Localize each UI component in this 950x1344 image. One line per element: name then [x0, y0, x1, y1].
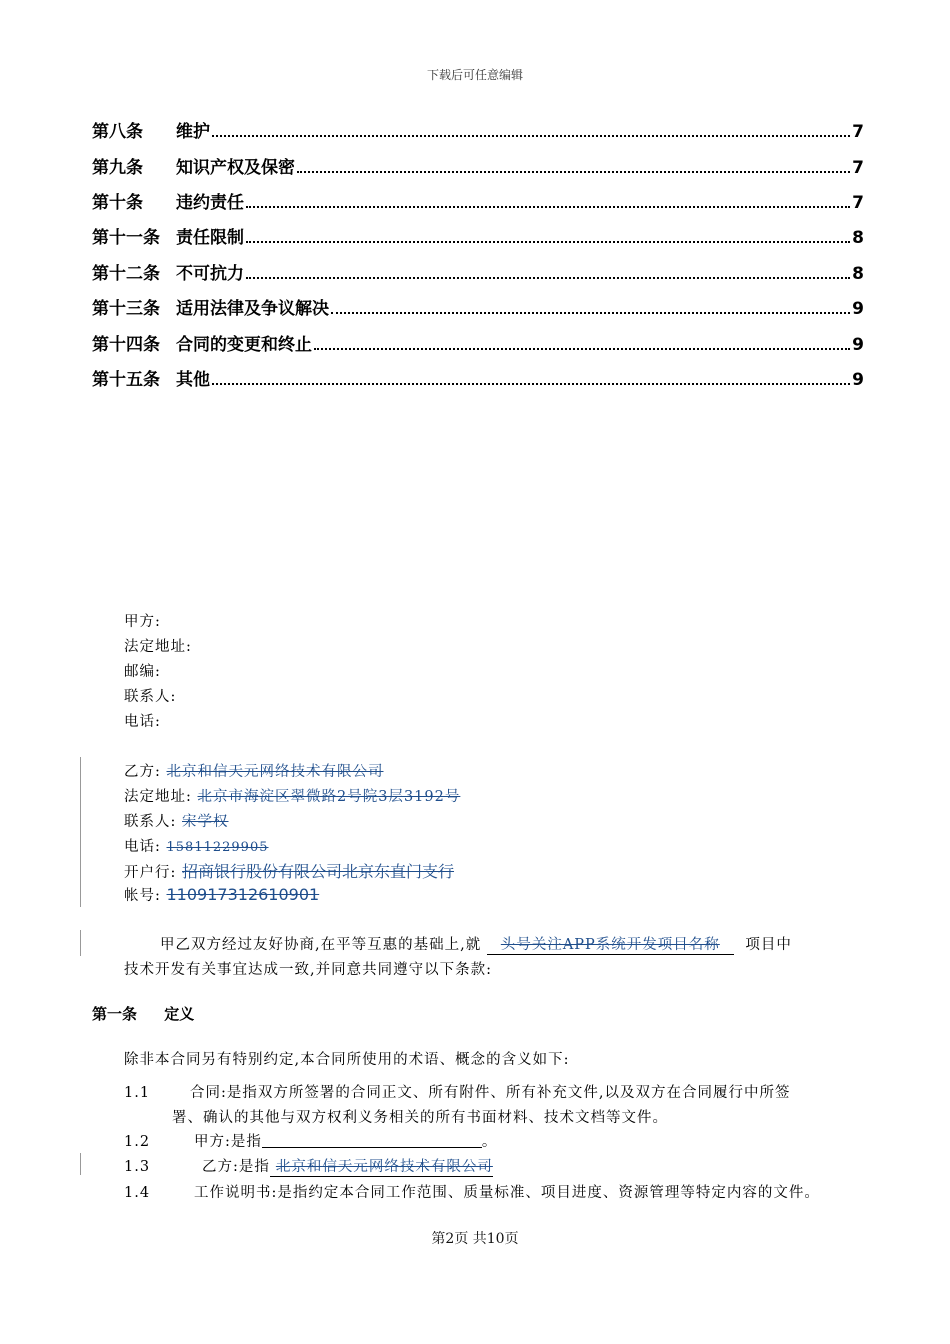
toc-entry-title: 不可抗力 [176, 264, 244, 284]
intro-prefix: 甲乙双方经过友好协商,在平等互惠的基础上,就 [160, 937, 482, 953]
definition-item [124, 1081, 791, 1102]
party-b-contact-row [124, 810, 229, 831]
intro-line-2: 技术开发有关事宜达成一致,并同意共同遵守以下条款: [124, 962, 492, 978]
toc-entry[interactable] [92, 294, 864, 320]
party-b-phone-label: 电话: [124, 839, 161, 855]
intro-line-1 [160, 933, 792, 955]
toc-entry[interactable] [92, 153, 864, 179]
party-b-account-row [124, 884, 319, 905]
party-a-name-blank[interactable] [262, 1130, 482, 1148]
definition-text: 合同:是指双方所签署的合同正文、所有附件、所有补充文件,以及双方在合同履行中所签 [190, 1085, 791, 1101]
definition-number: 1.4 [124, 1185, 151, 1201]
toc-entry-number: 第十五条 [92, 370, 160, 390]
toc-leader-dots [246, 277, 850, 279]
toc-entry-page: 8 [852, 264, 864, 284]
toc-entry[interactable] [92, 188, 864, 214]
article-1-lead: 除非本合同另有特别约定,本合同所使用的术语、概念的含义如下: [124, 1052, 570, 1068]
definition-value: 北京和信天元网络技术有限公司 [275, 1159, 493, 1175]
party-b-name-field [270, 1155, 493, 1177]
toc-entry[interactable] [92, 223, 864, 249]
revision-bar [80, 757, 81, 907]
definition-item [124, 1155, 493, 1177]
toc-leader-dots [246, 241, 850, 243]
toc-entry-title: 责任限制 [176, 228, 244, 248]
toc-entry-page: 7 [852, 193, 864, 213]
toc-leader-dots [246, 206, 850, 208]
party-a-contact-label: 联系人: [124, 689, 177, 705]
party-b-address-label: 法定地址: [124, 789, 192, 805]
toc-entry-number: 第十一条 [92, 228, 160, 248]
revision-bar [80, 1153, 81, 1175]
party-b-bank-row [124, 859, 454, 882]
party-b-phone-row [124, 835, 268, 856]
toc-entry-number: 第八条 [92, 122, 143, 142]
toc-entry-number: 第十四条 [92, 335, 160, 355]
party-a-phone-label: 电话: [124, 714, 161, 730]
project-name: 头号关注APP系统开发项目名称 [500, 937, 720, 953]
definition-number: 1.1 [124, 1085, 151, 1101]
toc-leader-dots [212, 135, 850, 137]
party-b-account: 110917312610901 [166, 885, 320, 904]
toc-entry-page: 9 [852, 299, 864, 319]
toc-entry[interactable] [92, 117, 864, 143]
toc-entry-page: 7 [852, 158, 864, 178]
article-1-number: 第一条 [92, 1005, 138, 1023]
toc-entry-title: 知识产权及保密 [176, 158, 295, 178]
party-b-name: 北京和信天元网络技术有限公司 [166, 764, 384, 780]
toc-entry[interactable] [92, 330, 864, 356]
toc-entry-number: 第九条 [92, 158, 143, 178]
page-footer: 第2页 共10页 [431, 1231, 519, 1247]
toc-leader-dots [212, 383, 850, 385]
party-b-address-row [124, 785, 460, 806]
party-b-label: 乙方: [124, 764, 161, 780]
party-a-address-label: 法定地址: [124, 639, 192, 655]
toc-entry-number: 第十二条 [92, 264, 160, 284]
page-header: 下载后可任意编辑 [426, 68, 523, 82]
toc-entry[interactable] [92, 365, 864, 391]
definition-text-continued: 署、确认的其他与双方权利义务相关的所有书面材料、技术文档等文件。 [172, 1110, 668, 1126]
definition-number: 1.2 [124, 1134, 151, 1150]
party-a-label: 甲方: [124, 614, 161, 630]
toc-entry[interactable] [92, 259, 864, 285]
toc-entry-page: 9 [852, 335, 864, 355]
party-b-phone: 15811229905 [166, 840, 269, 855]
project-name-field [487, 933, 734, 955]
definition-item [124, 1181, 820, 1202]
toc-entry-title: 维护 [176, 122, 210, 142]
definition-text: 乙方:是指 [202, 1159, 270, 1175]
party-b-bank-label: 开户行: [124, 865, 177, 881]
toc-entry-title: 其他 [176, 370, 210, 390]
party-b-bank: 招商银行股份有限公司北京东直门支行 [182, 862, 455, 881]
definition-number: 1.3 [124, 1159, 151, 1175]
party-b-contact-label: 联系人: [124, 814, 177, 830]
toc-leader-dots [314, 348, 850, 350]
party-a-postcode-label: 邮编: [124, 664, 161, 680]
definition-item [124, 1130, 497, 1151]
definition-tail: 。 [481, 1134, 498, 1150]
article-1-heading [92, 1003, 194, 1024]
party-b-address: 北京市海淀区翠微路2号院3层3192号 [197, 789, 461, 805]
revision-bar [80, 930, 81, 956]
toc-entry-number: 第十条 [92, 193, 143, 213]
toc-entry-page: 7 [852, 122, 864, 142]
toc-entry-title: 违约责任 [176, 193, 244, 213]
toc-leader-dots [297, 171, 850, 173]
party-b-contact: 宋学权 [182, 814, 229, 830]
toc-leader-dots [331, 312, 850, 314]
toc-entry-title: 合同的变更和终止 [176, 335, 312, 355]
article-1-title: 定义 [164, 1005, 195, 1023]
party-b-name-row [124, 760, 384, 781]
toc-entry-page: 8 [852, 228, 864, 248]
intro-suffix: 项目中 [745, 937, 792, 953]
definition-text: 工作说明书:是指约定本合同工作范围、质量标准、项目进度、资源管理等特定内容的文件。 [194, 1185, 820, 1201]
party-b-account-label: 帐号: [124, 888, 161, 904]
toc-entry-title: 适用法律及争议解决 [176, 299, 329, 319]
toc-entry-page: 9 [852, 370, 864, 390]
toc-entry-number: 第十三条 [92, 299, 160, 319]
definition-text: 甲方:是指 [194, 1134, 262, 1150]
